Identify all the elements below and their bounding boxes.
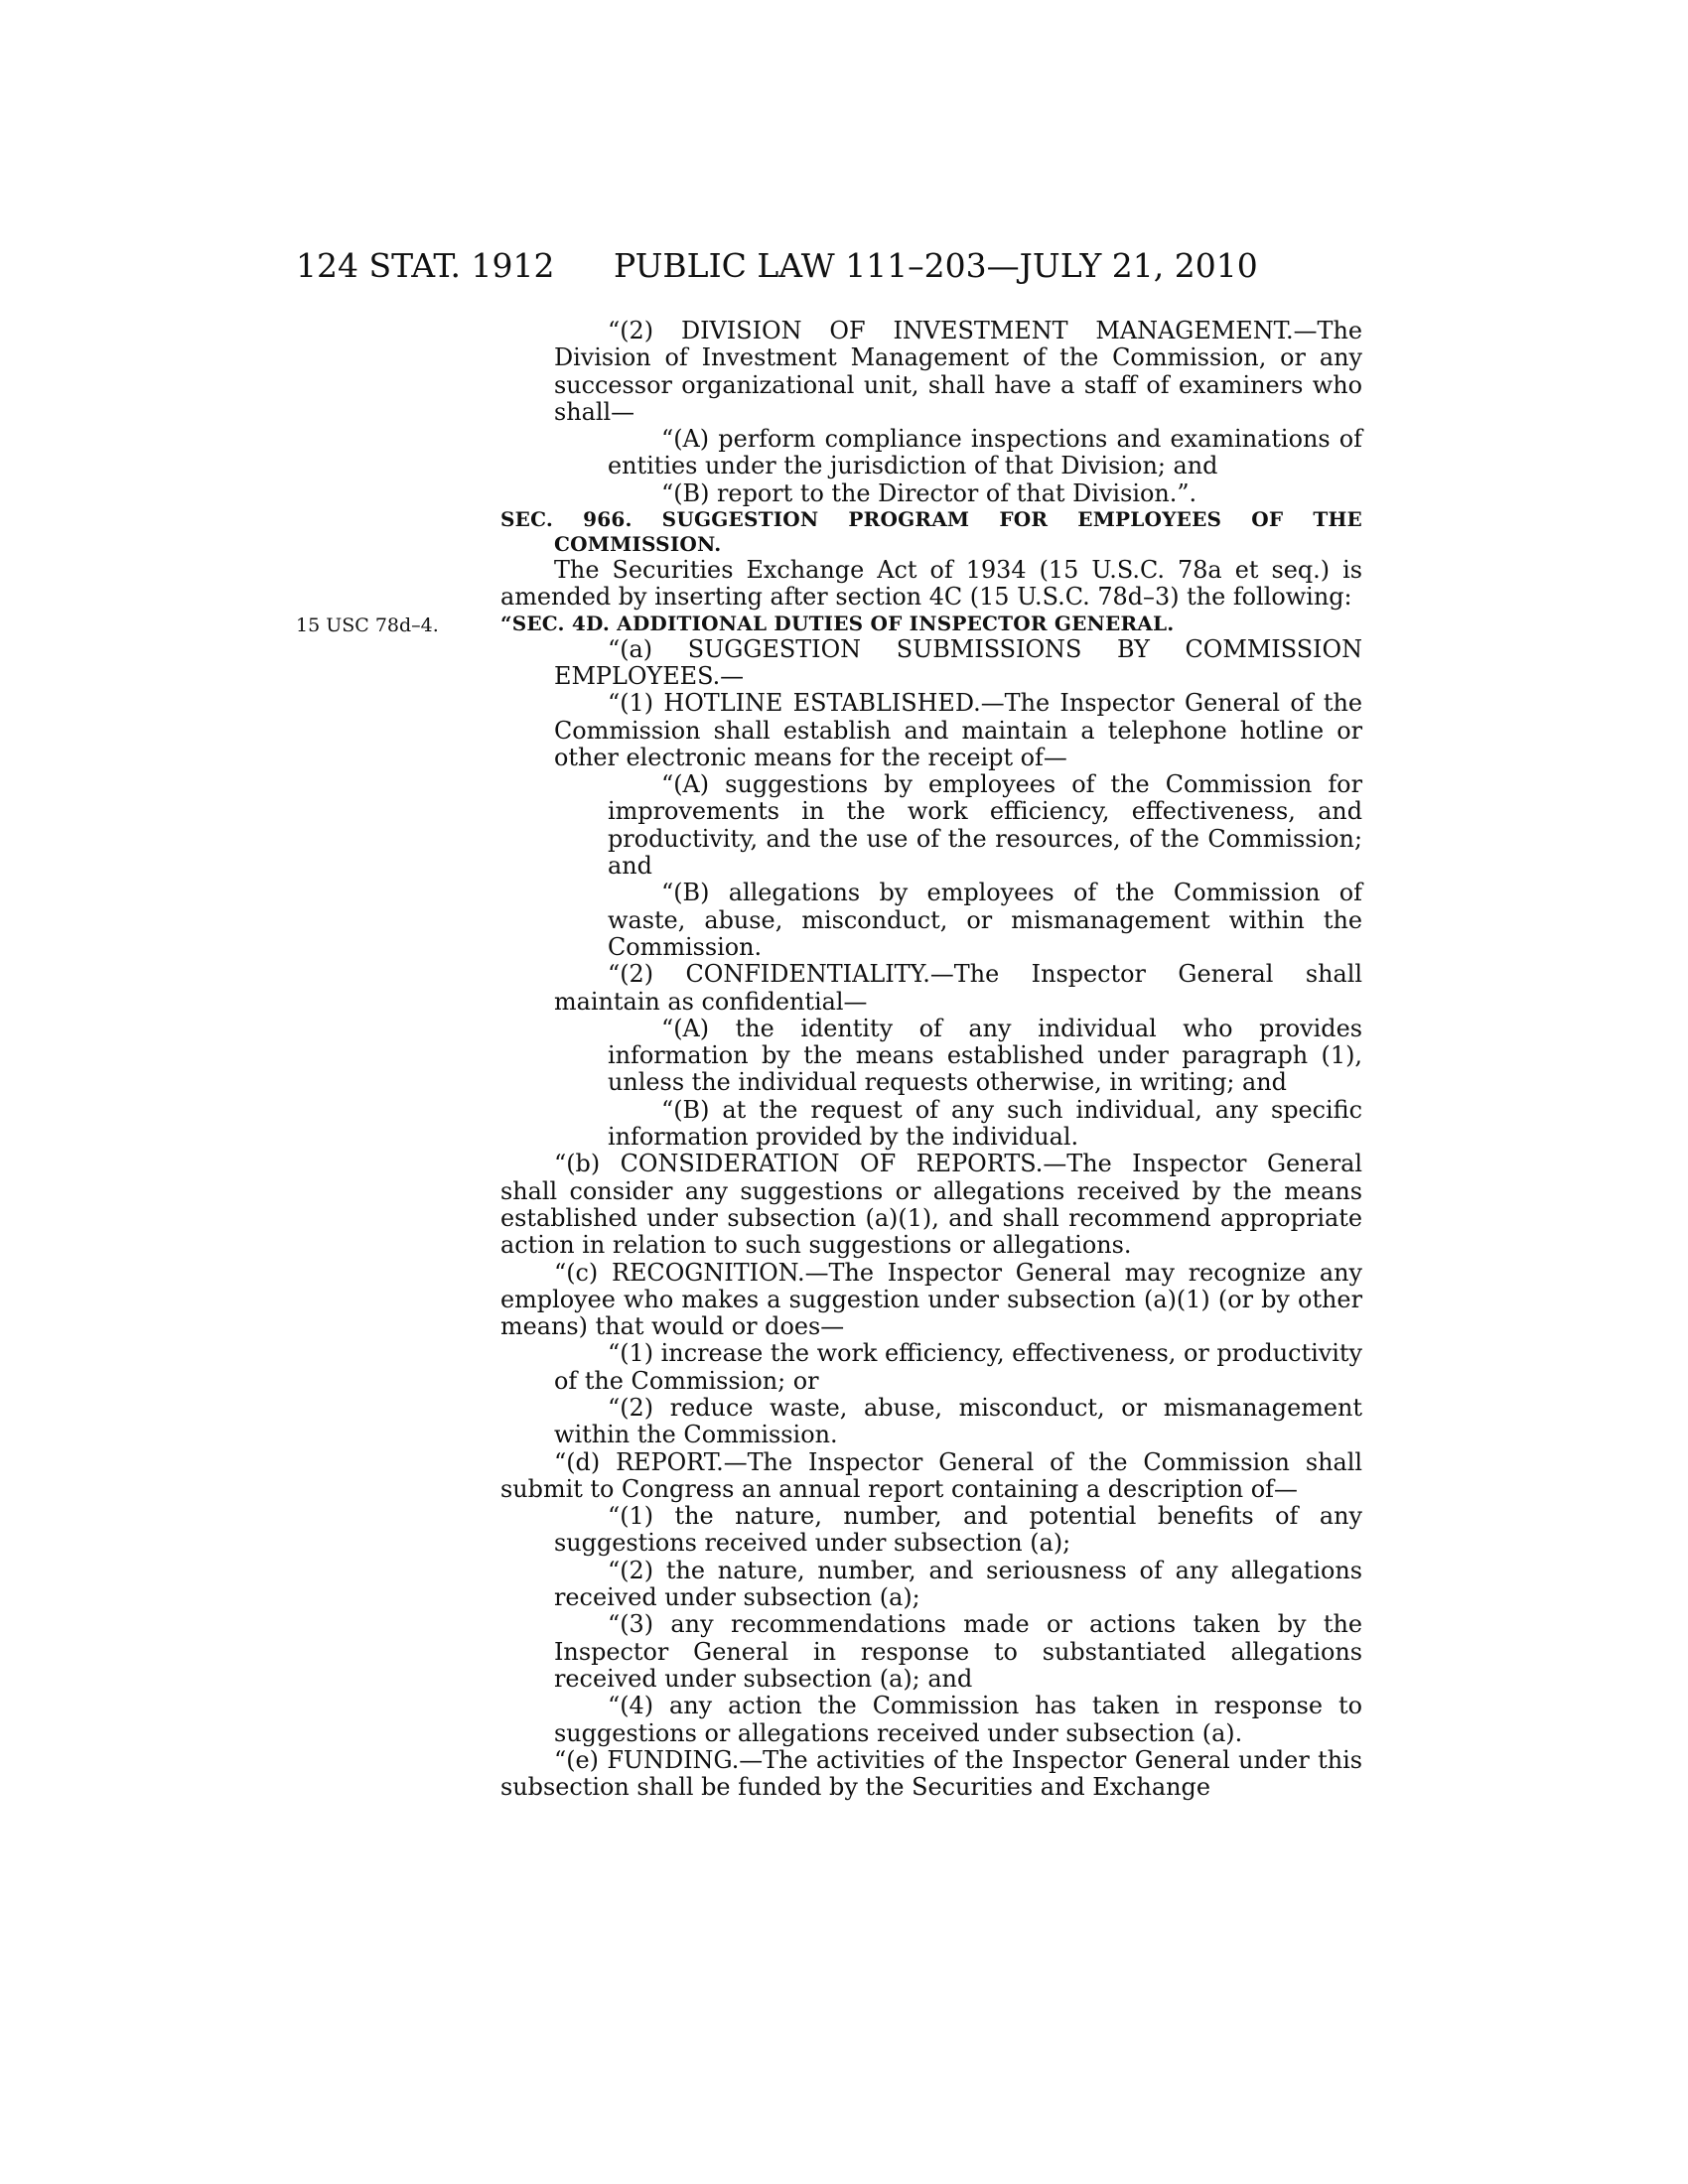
para-a1: “(1) HOTLINE ESTABLISHED.—The Inspector General of the Commission shall establish and maintain a telephone hotline or other electronic means for the receipt of— [554,689,1362,771]
body-text [500,318,1362,1801]
subsection-e: “(e) FUNDING.—The activities of the Inspector General under this subsection shall be funded by the Securities and Exchange [500,1745,1362,1802]
subsection-d: “(d) REPORT.—The Inspector General of the Commission shall submit to Congress an annual report containing a description of— [500,1447,1362,1503]
para-d3: “(3) any recommendations made or actions taken by the Inspector General in response to substantiated allegations received under subsection (a); and [554,1610,1362,1693]
para-c1: “(1) increase the work efficiency, effectiveness, or productivity of the Commission; or [554,1339,1362,1395]
para-a2: “(2) CONFIDENTIALITY.—The Inspector General shall maintain as confidential— [554,960,1362,1016]
para-2a: “(A) perform compliance inspections and examinations of entities under the jurisdiction of that Division; and [608,425,1362,480]
stat-citation: 124 STAT. 1912 [296,246,555,285]
law-title: PUBLIC LAW 111–203—JULY 21, 2010 [614,246,1258,285]
para-d1: “(1) the nature, number, and potential benefits of any suggestions received under subsection (a); [554,1502,1362,1558]
para-d2: “(2) the nature, number, and seriousness of any allegations received under subsection (a); [554,1556,1362,1612]
margin-note-usc: 15 USC 78d–4. [296,614,439,636]
section-966-heading: SEC. 966. SUGGESTION PROGRAM FOR EMPLOYEES OF THE COMMISSION. [500,507,1362,557]
para-2b: “(B) report to the Director of that Division.”. [661,478,1197,507]
section-966-amendment: The Securities Exchange Act of 1934 (15 U.S.C. 78a et seq.) is amended by inserting after section 4C (15 U.S.C. 78d–3) the following: [500,556,1362,612]
section-4d-heading: “SEC. 4D. ADDITIONAL DUTIES OF INSPECTOR GENERAL. [500,611,1175,635]
para-a2B: “(B) at the request of any such individual, any specific information provided by the individual. [608,1095,1362,1152]
para-c2: “(2) reduce waste, abuse, misconduct, or mismanagement within the Commission. [554,1393,1362,1449]
running-head [296,246,1368,294]
para-div-investment-mgmt: “(2) DIVISION OF INVESTMENT MANAGEMENT.—The Division of Investment Management of the Commission, or any successor organizational unit, shall have a staff of examiners who shall— [554,317,1362,426]
para-a1A: “(A) suggestions by employees of the Commission for improvements in the work efficiency, effectiveness, and productivity, and the use of the resources, of the Commission; and [608,770,1362,881]
para-a1B: “(B) allegations by employees of the Commission of waste, abuse, misconduct, or mismanagement within the Commission. [608,879,1362,961]
para-d4: “(4) any action the Commission has taken in response to suggestions or allegations received under subsection (a). [554,1692,1362,1747]
para-a2A: “(A) the identity of any individual who provides information by the means established under paragraph (1), unless the individual requests otherwise, in writing; and [608,1014,1362,1097]
subsection-a-heading: “(a) SUGGESTION SUBMISSIONS BY COMMISSION EMPLOYEES.— [554,634,1362,690]
subsection-b: “(b) CONSIDERATION OF REPORTS.—The Inspector General shall consider any suggestions or allegations received by the means established under subsection (a)(1), and shall recommend appropriate action in relation to such suggestions or allegations. [500,1150,1362,1260]
subsection-c: “(c) RECOGNITION.—The Inspector General may recognize any employee who makes a suggestion under subsection (a)(1) (or by other means) that would or does— [500,1258,1362,1341]
